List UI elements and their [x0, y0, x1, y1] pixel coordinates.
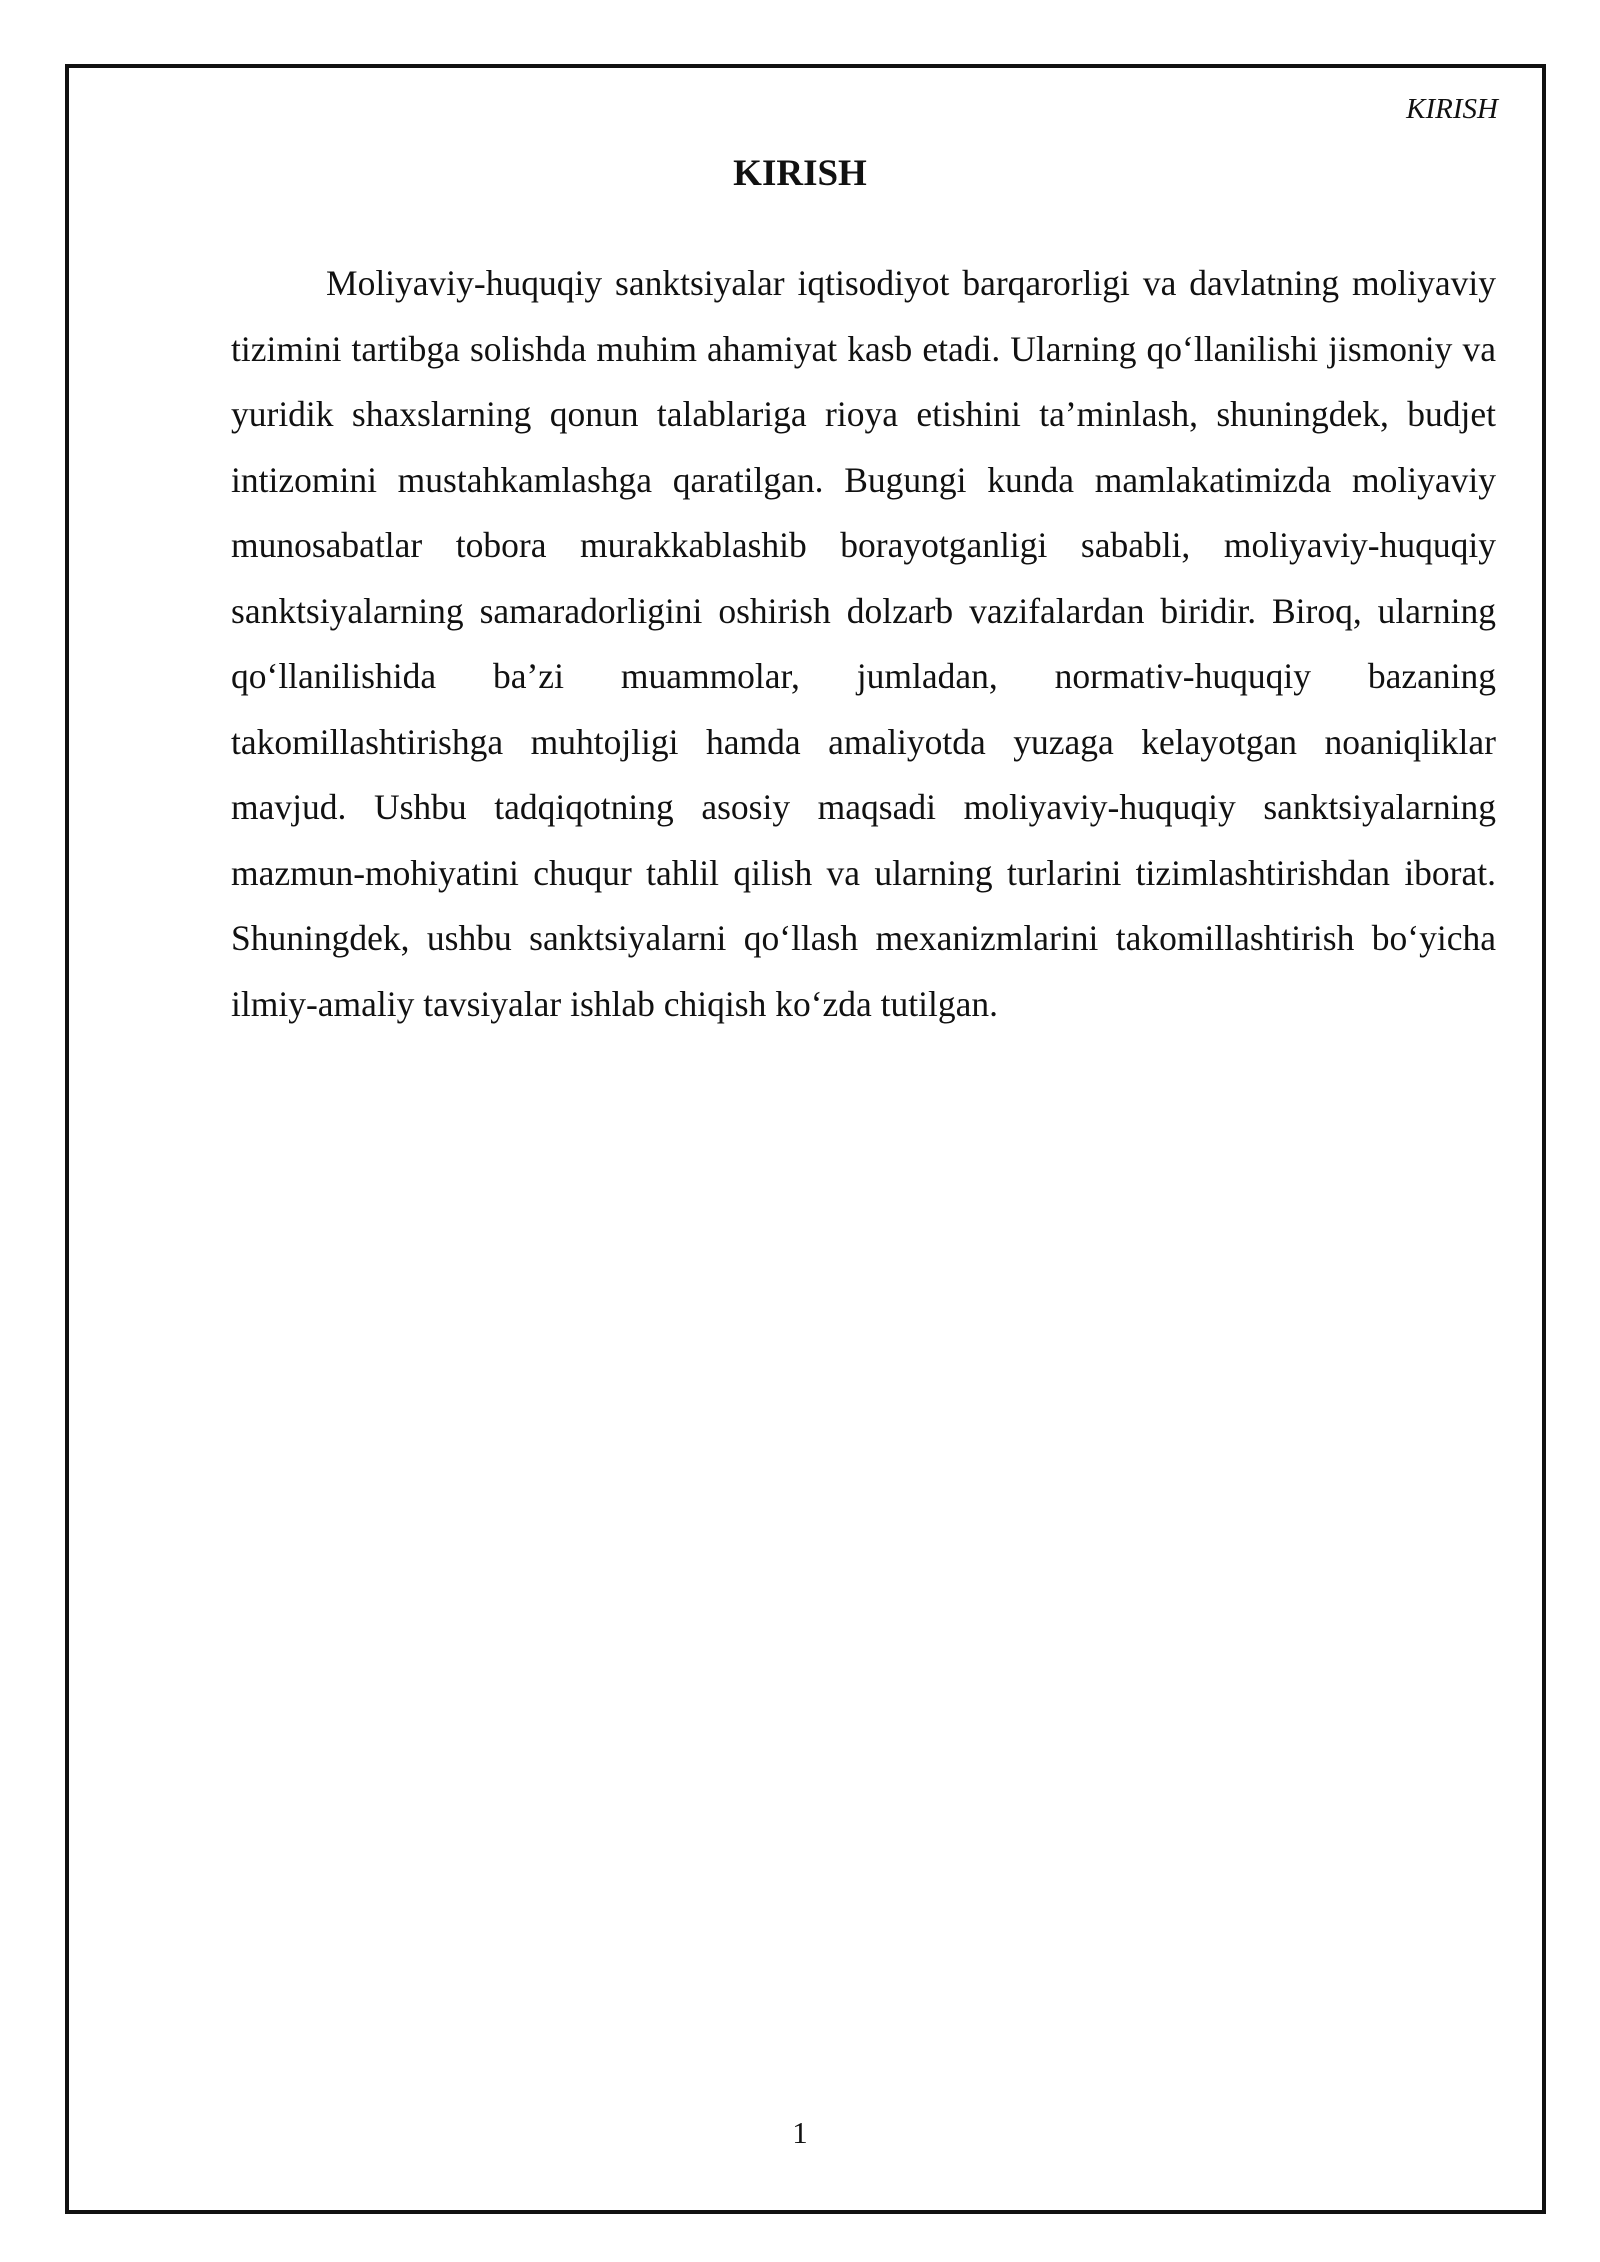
page-title: KIRISH — [733, 153, 867, 194]
running-header: KIRISH — [1406, 93, 1498, 125]
body-paragraph: Moliyaviy-huquqiy sanktsiyalar iqtisodiyot barqarorligi va davlatning moliyaviy tizimini tartibga solishda muhim ahamiyat kasb etadi. Ularning qo‘llanilishi jismoniy va yuridik shaxslarning qonun talablariga rioya etishini ta’minlash, shuningdek, budjet intizomini mustahkamlashga qaratilgan. Bugungi kunda mamlakatimizda moliyaviy munosabatlar tobora murakkablashib borayotganligi sababli, moliyaviy-huquqiy sanktsiyalarning samaradorligini oshirish dolzarb vazifalardan biridir. Biroq, ularning qo‘llanilishida ba’zi muammolar, jumladan, normativ-huquqiy bazaning takomillashtirishga muhtojligi hamda amaliyotda yuzaga kelayotgan noaniqliklar mavjud. Ushbu tadqiqotning asosiy maqsadi moliyaviy-huquqiy sanktsiyalarning mazmun-mohiyatini chuqur tahlil qilish va ularning turlarini tizimlashtirishdan iborat. Shuningdek, ushbu sanktsiyalarni qo‘llash mexanizmlarini takomillashtirish bo‘yicha ilmiy-amaliy tavsiyalar ishlab chiqish ko‘zda tutilgan. — [231, 263, 1496, 1024]
page-number: 1 — [792, 2115, 808, 2150]
